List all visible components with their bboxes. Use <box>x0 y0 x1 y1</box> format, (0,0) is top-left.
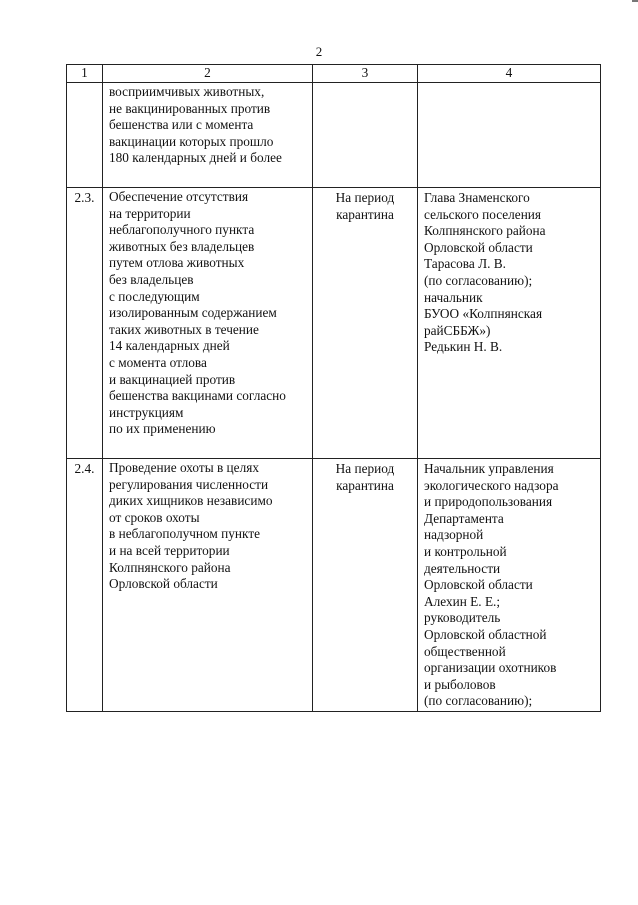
measure-text-line: регулирования численности <box>109 476 269 492</box>
table-header-row <box>67 65 601 83</box>
measure-text-line: по их применению <box>109 421 216 437</box>
responsible-text-line: сельского поселения <box>424 206 542 222</box>
measure-text-line: в неблагополучном пункте <box>109 526 261 542</box>
item-number: 2.3. <box>67 188 103 459</box>
responsible-text-line: (по согласованию); <box>424 272 533 288</box>
term-text-line: карантина <box>336 206 394 222</box>
measure-text-line: бешенства или с момента <box>109 117 254 133</box>
measure-text <box>103 83 313 188</box>
table-row <box>67 188 601 459</box>
term-text-line: На период <box>335 190 395 205</box>
term-text-line: На период <box>335 461 395 476</box>
measure-text-line: изолированным содержанием <box>109 305 277 321</box>
page-number: 2 <box>315 44 323 59</box>
measure-text-line: вакцинации которых прошло <box>109 133 274 149</box>
measure-text-line: неблагополучного пункта <box>109 222 255 238</box>
responsible-text-line: Орловской области <box>424 577 533 593</box>
responsible-text-line: (по согласованию); <box>424 693 533 709</box>
responsible-text-line: Начальник управления <box>424 461 554 476</box>
responsible-text-line: и рыболовов <box>424 676 496 692</box>
measure-text-line: Колпнянского района <box>109 559 231 575</box>
measure-text-line: путем отлова животных <box>109 255 245 271</box>
responsible-text <box>418 459 601 712</box>
measure-text-line: Орловской области <box>109 576 218 592</box>
table-row <box>67 459 601 712</box>
measure-text-line: и на всей территории <box>109 542 230 558</box>
responsible-text-line: Колпнянского района <box>424 223 546 239</box>
responsible-text-line: Департамента <box>424 510 504 526</box>
measure-text-line: без владельцев <box>109 271 194 287</box>
responsible-text-line: деятельности <box>424 560 501 576</box>
measure-text-line: таких животных в течение <box>109 321 259 337</box>
term-text <box>313 459 418 712</box>
responsible-text-line: и контрольной <box>424 543 507 559</box>
responsible-text-line: и природопользования <box>424 494 553 510</box>
responsible-text-line: Тарасова Л. В. <box>424 256 506 272</box>
measure-text-line: животных без владельцев <box>109 238 255 254</box>
item-number <box>67 83 103 188</box>
column-header-4: 4 <box>418 65 601 83</box>
responsible-text-line: Алехин Е. Е.; <box>424 593 501 609</box>
measure-text-line: восприимчивых животных, <box>109 84 265 99</box>
responsible-text-line: экологического надзора <box>424 477 559 493</box>
measure-text-line: бешенства вакцинами согласно <box>109 388 286 404</box>
measure-text-line: инструкциям <box>109 404 184 420</box>
column-header-1: 1 <box>67 65 103 83</box>
measure-text-line: на территории <box>109 205 191 221</box>
responsible-text-line: организации охотников <box>424 660 557 676</box>
measure-text <box>103 459 313 712</box>
measure-text-line: и вакцинацией против <box>109 371 236 387</box>
responsible-text-line: руководитель <box>424 610 501 626</box>
responsible-text <box>418 188 601 459</box>
measure-text-line: 180 календарных дней и более <box>109 150 282 166</box>
measure-text-line: Обеспечение отсутствия <box>109 189 249 204</box>
responsible-text-line: общественной <box>424 643 506 659</box>
measure-text-line: от сроков охоты <box>109 509 200 525</box>
term-text <box>313 188 418 459</box>
responsible-text-line: райСББЖ») <box>424 322 491 338</box>
responsible-text-line: Глава Знаменского <box>424 190 530 205</box>
term-text <box>313 83 418 188</box>
responsible-text-line: БУОО «Колпнянская <box>424 306 543 322</box>
measure-text-line: Проведение охоты в целях <box>109 460 259 475</box>
measures-table <box>66 64 601 712</box>
column-header-2: 2 <box>103 65 313 83</box>
measure-text-line: не вакцинированных против <box>109 100 271 116</box>
item-number: 2.4. <box>67 459 103 712</box>
responsible-text <box>418 83 601 188</box>
scan-mark <box>632 0 638 2</box>
measure-text-line: с последующим <box>109 288 200 304</box>
measure-text <box>103 188 313 459</box>
responsible-text-line: Редькин Н. В. <box>424 339 503 355</box>
column-header-3: 3 <box>313 65 418 83</box>
measure-text-line: с момента отлова <box>109 354 207 370</box>
term-text-line: карантина <box>336 477 394 493</box>
responsible-text-line: надзорной <box>424 527 484 543</box>
table-row <box>67 83 601 188</box>
responsible-text-line: Орловской областной <box>424 626 547 642</box>
measure-text-line: 14 календарных дней <box>109 338 230 354</box>
responsible-text-line: Орловской области <box>424 239 533 255</box>
measure-text-line: диких хищников независимо <box>109 493 273 509</box>
responsible-text-line: начальник <box>424 289 483 305</box>
